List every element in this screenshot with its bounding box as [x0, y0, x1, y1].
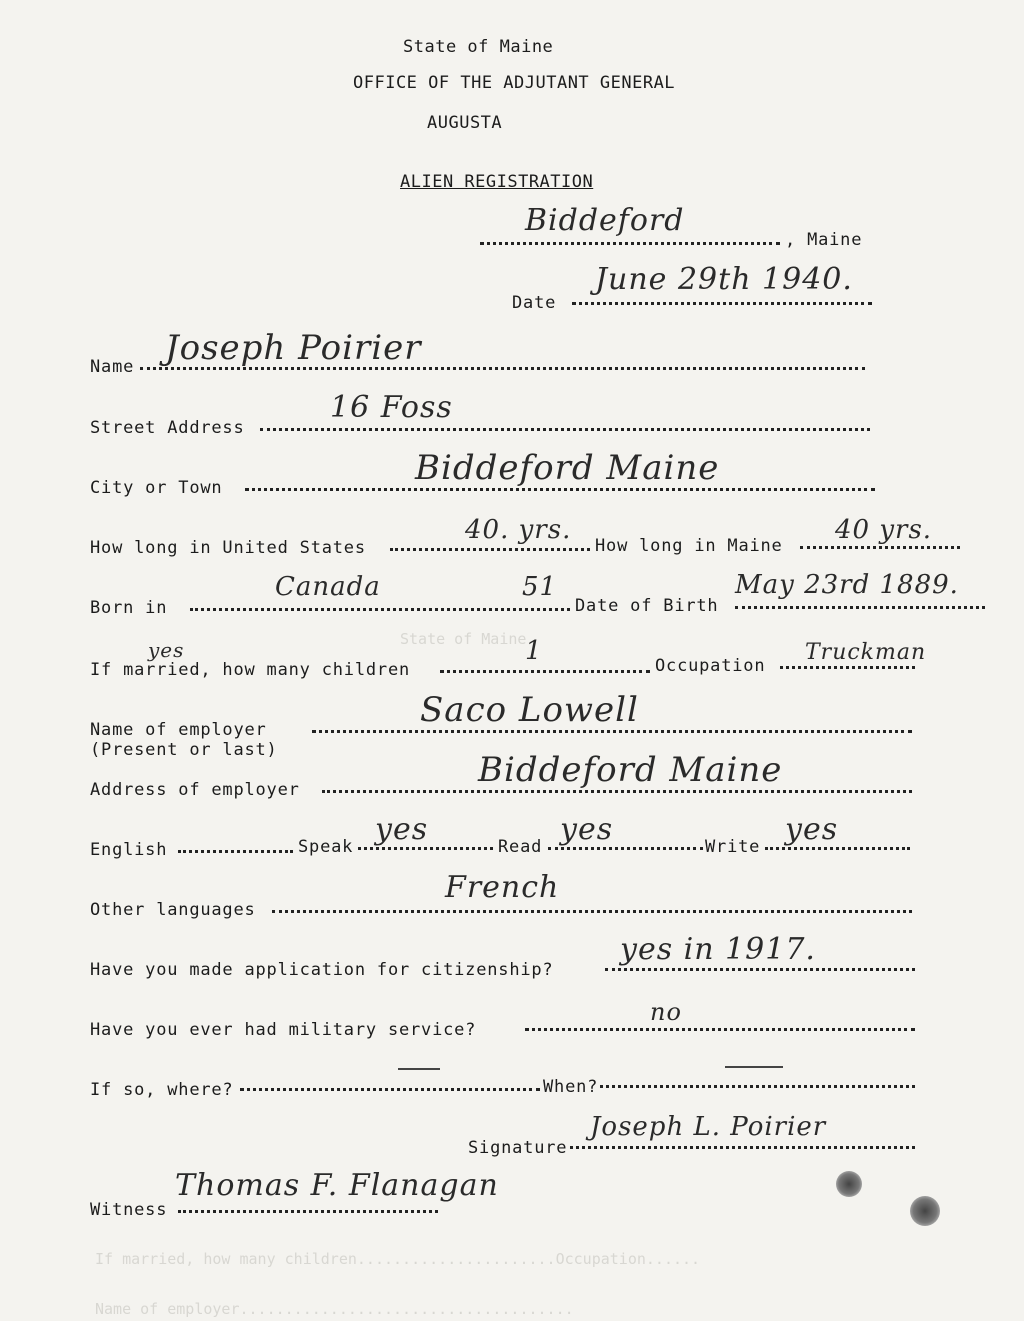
employer-name-value: Saco Lowell [420, 690, 639, 730]
employer-address-label: Address of employer [90, 780, 300, 800]
how-long-us-value: 40. yrs. [465, 515, 572, 545]
city-label: City or Town [90, 478, 223, 498]
military-label: Have you ever had military service? [90, 1020, 477, 1040]
employer-address-value: Biddeford Maine [478, 750, 783, 790]
header-city: AUGUSTA [427, 113, 503, 133]
signature-label: Signature [468, 1138, 568, 1158]
military-dotted-line [525, 1026, 915, 1031]
other-languages-dotted-line [272, 908, 912, 913]
witness-dotted-line [178, 1208, 438, 1213]
married-value: yes [148, 638, 185, 662]
occupation-label: Occupation [655, 656, 766, 676]
other-languages-label: Other languages [90, 900, 256, 920]
when-dotted-line [600, 1083, 915, 1088]
how-long-us-label: How long in United States [90, 538, 366, 558]
military-value: no [650, 998, 682, 1026]
name-label: Name [90, 357, 135, 377]
street-address-value: 16 Foss [330, 390, 453, 425]
occupation-value: Truckman [805, 640, 927, 665]
punch-hole [910, 1196, 940, 1226]
born-in-label: Born in [90, 598, 168, 618]
date-label: Date [512, 293, 557, 313]
how-long-maine-label: How long in Maine [595, 536, 783, 556]
speak-label: Speak [298, 837, 354, 857]
header-state: State of Maine [403, 37, 554, 57]
how-long-maine-value: 40 yrs. [835, 515, 933, 545]
citizenship-label: Have you made application for citizenship? [90, 960, 554, 980]
form-title: ALIEN REGISTRATION [400, 172, 594, 192]
date-value: June 29th 1940. [595, 262, 853, 297]
other-languages-value: French [445, 870, 560, 905]
married-children-label: If married, how many children [90, 660, 411, 680]
born-in-dotted-line [190, 606, 570, 611]
how-long-us-dotted-line [390, 546, 590, 551]
place-suffix: , Maine [785, 230, 863, 250]
citizenship-value: yes in 1917. [620, 932, 816, 967]
street-address-dotted-line [260, 426, 870, 431]
date-of-birth-value: May 23rd 1889. [735, 570, 959, 600]
read-label: Read [498, 837, 543, 857]
age-value: 51 [522, 572, 558, 602]
where-label: If so, where? [90, 1080, 234, 1100]
signature-value: Joseph L. Poirier [590, 1112, 827, 1142]
speak-value: yes [375, 812, 429, 847]
name-value: Joseph Poirier [165, 328, 422, 368]
bleed-through-text: Name of employer..................................... [95, 1300, 574, 1318]
bleed-through-text: If married, how many children......................Occupation...... [95, 1250, 701, 1268]
date-of-birth-label: Date of Birth [575, 596, 719, 616]
signature-dotted-line [570, 1144, 915, 1149]
where-dash-mark [398, 1068, 440, 1070]
employer-name-label: Name of employer [90, 720, 267, 740]
english-label: English [90, 840, 168, 860]
witness-label: Witness [90, 1200, 168, 1220]
place-dotted-line [480, 240, 780, 245]
employer-name-sublabel: (Present or last) [90, 740, 278, 760]
children-value: 1 [525, 636, 543, 666]
write-label: Write [705, 837, 761, 857]
bleed-through-text: State of Maine [400, 630, 527, 648]
read-value: yes [560, 812, 614, 847]
street-address-label: Street Address [90, 418, 245, 438]
date-of-birth-dotted-line [735, 604, 985, 609]
place-value: Biddeford [525, 203, 685, 238]
married-children-dotted-line [440, 668, 650, 673]
header-office: OFFICE OF THE ADJUTANT GENERAL [353, 73, 676, 93]
date-dotted-line [572, 300, 872, 305]
when-label: When? [543, 1077, 599, 1097]
english-dotted-line [178, 848, 293, 853]
born-in-value: Canada [275, 572, 381, 602]
punch-hole [836, 1171, 862, 1197]
when-dash-mark [725, 1066, 783, 1068]
city-value: Biddeford Maine [415, 448, 720, 488]
write-value: yes [785, 812, 839, 847]
witness-value: Thomas F. Flanagan [175, 1168, 499, 1203]
where-dotted-line [240, 1086, 540, 1091]
